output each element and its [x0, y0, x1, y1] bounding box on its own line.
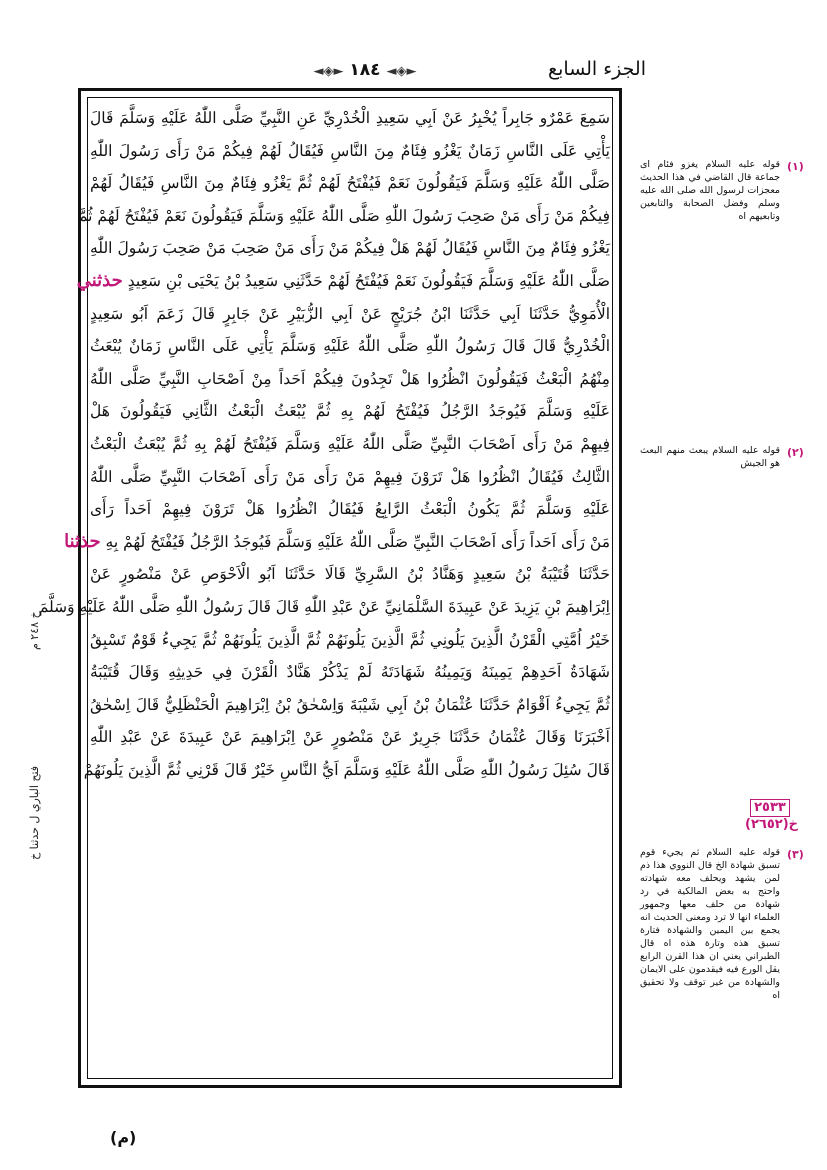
main-text: [38, 102, 610, 1082]
text-line: قَالَ سُئِلَ رَسُولُ اللّٰهِ صَلَّى اللّٰهُ عَلَيْهِ وَسَلَّمَ اَيُّ النَّاسِ خَيْرٌ قَالَ قَرْنِي ثُمَّ الَّذِينَ يَلُونَهُمْ: [83, 760, 610, 779]
page-number: [290, 60, 440, 80]
margin-left-top: خ ٢٤٨ م: [28, 611, 41, 650]
text-line: عَلَيْهِ وَسَلَّمَ ثُمَّ يَكُونُ الْبَعْثُ الرَّابِعُ فَيُقَالُ انْظُرُوا هَلْ تَرَوْنَ فِيهِمْ اَحَداً رَأَى: [90, 500, 610, 519]
note-1: قوله عليه السلام يغزو فئام اى جماعة قال القاضي في هذا الحديث معجزات لرسول الله صلى الله عليه وسلم وفضل الصحابة والتابعين وتابعيهم اه: [640, 159, 780, 222]
ornament-left: ◄◈►: [313, 64, 344, 79]
side-reference: [745, 799, 799, 832]
note-number-3: (٣): [787, 848, 804, 861]
side-reference-boxed: ٢٥٣٣: [750, 799, 790, 817]
note-2: قوله عليه السلام يبعث منهم البعث هو الجيش: [640, 445, 780, 469]
note-3: قوله عليه السلام ثم يجيء قوم تسبق شهادة الخ قال النووي هذا ذم لمن يشهد ويحلف معه شهادته واحتج به بعض المالكية في رد شهادة من حلف معها وجمهور العلماء انها لا ترد ومعنى الحديث انه يجمع بين اليمين والشهادة فتارة تسبق هذه وتارة هذه اه قال الطبراني يعني ان هذا القرن الرابع يقل الورع فيه فيقدمون على الايمان والشهادة من غير توقف ولا تحقيق اه: [640, 847, 780, 1001]
text-line: سَمِعَ عَمْرٌو جَابِراً يُخْبِرُ عَنْ اَبِي سَعِيدِ الْخُدْرِيِّ عَنِ النَّبِيِّ صَلَّى اللّٰهُ عَلَيْهِ وَسَلَّمَ قَالَ: [90, 109, 610, 127]
text-line: صَلَّى اللّٰهُ عَلَيْهِ وَسَلَّمَ فَيَقُولُونَ نَعَمْ فَيُفْتَحُ لَهُمْ ثُمَّ يَغْزُو فِئَامٌ مِنَ النَّاسِ فَيُقَالُ لَهُمْ: [90, 174, 610, 193]
text-line: فِيكُمْ مَنْ رَأَى مَنْ صَحِبَ رَسُولَ اللّٰهِ صَلَّى اللّٰهُ عَلَيْهِ وَسَلَّمَ فَيَقُولُونَ نَعَمْ فَيُفْتَحُ لَهُمْ ثُمَّ: [77, 206, 610, 225]
text-line: الْخُدْرِيُّ قَالَ قَالَ رَسُولُ اللّٰهِ صَلَّى اللّٰهُ عَلَيْهِ وَسَلَّمَ يَأْتِي عَلَى النَّاسِ زَمَانٌ يُبْعَثُ: [90, 337, 610, 356]
text-line: اَخْبَرَنَا وَقَالَ عُثْمَانُ حَدَّثَنَا جَرِيرٌ عَنْ مَنْصُورٍ عَنْ اِبْرَاهِيمَ عَنْ عَبِيدَةَ عَنْ عَبْدِ اللّٰهِ: [90, 728, 610, 747]
text-line: شَهَادَةُ اَحَدِهِمْ يَمِينَهُ وَيَمِينُهُ شَهَادَتَهُ لَمْ يَذْكُرْ هَنَّادٌ الْقَرْنَ فِي حَدِيثِهِ وَقَالَ قُتَيْبَةُ: [90, 663, 610, 682]
text-line: حَدَّثَنَا قُتَيْبَةُ بْنُ سَعِيدٍ وَهَنَّادُ بْنُ السَّرِيِّ قَالَا حَدَّثَنَا اَبُو الْاَحْوَصِ عَنْ مَنْصُورٍ عَنْ: [90, 565, 610, 584]
text-line: الْأُمَوِيُّ حَدَّثَنَا اَبِي حَدَّثَنَا ابْنُ جُرَيْجٍ عَنْ اَبِي الزُّبَيْرِ عَنْ جَابِرٍ قَالَ زَعَمَ اَبُو سَعِيدٍ: [90, 304, 610, 323]
side-reference-below: خ(٢٦٥٢): [745, 817, 799, 832]
page-title: الجزء السابع: [548, 58, 646, 80]
highlight-word: حذثنا: [64, 530, 101, 552]
footer-signature: (م): [110, 1128, 137, 1147]
text-line: الثَّالِثُ فَيُقَالُ انْظُرُوا هَلْ تَرَوْنَ فِيهِمْ مَنْ رَأَى مَنْ رَأَى اَصْحَابَ النَّبِيِّ صَلَّى اللّٰهُ: [90, 467, 610, 486]
text-line: ثُمَّ يَجِيءُ اَقْوَامٌ حَدَّثَنَا عُثْمَانُ بْنُ اَبِي شَيْبَةَ وَاِسْحٰقُ بْنُ اِبْرَاهِيمَ الْحَنْظَلِيُّ قَالَ اِسْحٰقُ: [90, 695, 610, 714]
note-number-2: (٢): [787, 446, 804, 459]
text-line: مَنْ رَأَى اَحَداً رَأَى اَصْحَابَ النَّبِيِّ صَلَّى اللّٰهُ عَلَيْهِ وَسَلَّمَ فَيُوجَدُ الرَّجُلُ فَيُفْتَحُ لَهُمْ بِهِ حذثنا: [64, 530, 610, 552]
text-line: فِيهِمْ مَنْ رَأَى اَصْحَابَ النَّبِيِّ صَلَّى اللّٰهُ عَلَيْهِ وَسَلَّمَ فَيُفْتَحُ لَهُمْ بِهِ ثُمَّ يُبْعَثُ الْبَعْثُ: [90, 434, 610, 453]
text-line: اِبْرَاهِيمَ بْنِ يَزِيدَ عَنْ عَبِيدَةَ السَّلْمَانِيِّ عَنْ عَبْدِ اللّٰهِ قَالَ قَالَ رَسُولُ اللّٰهِ صَلَّى اللّٰهُ عَلَيْهِ وَسَلَّمَ: [38, 597, 610, 616]
page-number-value: ١٨٤: [349, 60, 381, 80]
text-line: عَلَيْهِ وَسَلَّمَ فَيُوجَدُ الرَّجُلُ فَيُفْتَحُ لَهُمْ بِهِ ثُمَّ يُبْعَثُ الْبَعْثُ الثَّانِي فَيَقُولُونَ هَلْ: [90, 402, 610, 421]
ornament-right: ◄◈►: [386, 64, 417, 79]
text-line: يَغْزُو فِئَامٌ مِنَ النَّاسِ فَيُقَالُ لَهُمْ هَلْ فِيكُمْ مَنْ رَأَى مَنْ صَحِبَ مَنْ صَحِبَ رَسُولَ اللّٰهِ: [90, 239, 610, 258]
margin-left-bottom: فتح الباري ل حدثنا خ: [28, 765, 41, 860]
note-number-1: (١): [787, 160, 804, 173]
text-line: خَيْرُ اُمَّتِي الْقَرْنُ الَّذِينَ يَلُونِي ثُمَّ الَّذِينَ يَلُونَهُمْ ثُمَّ الَّذِينَ يَلُونَهُمْ ثُمَّ يَجِيءُ قَوْمٌ تَسْبِقُ: [90, 630, 610, 649]
text-line: صَلَّى اللّٰهُ عَلَيْهِ وَسَلَّمَ فَيَقُولُونَ نَعَمْ فَيُفْتَحُ لَهُمْ حَدَّثَنِي سَعِيدُ بْنُ يَحْيَى بْنِ سَعِيدٍ حذثني: [76, 269, 610, 291]
text-line: مِنْهُمُ الْبَعْثُ فَيَقُولُونَ انْظُرُوا هَلْ تَجِدُونَ فِيكُمْ اَحَداً مِنْ اَصْحَابِ النَّبِيِّ صَلَّى اللّٰهُ: [90, 369, 610, 388]
text-line: يَأْتِي عَلَى النَّاسِ زَمَانٌ يَغْزُو فِئَامٌ مِنَ النَّاسِ فَيُقَالُ لَهُمْ فِيكُمْ مَنْ رَأَى رَسُولَ اللّٰهِ: [90, 141, 610, 160]
highlight-word: حذثني: [76, 269, 123, 291]
